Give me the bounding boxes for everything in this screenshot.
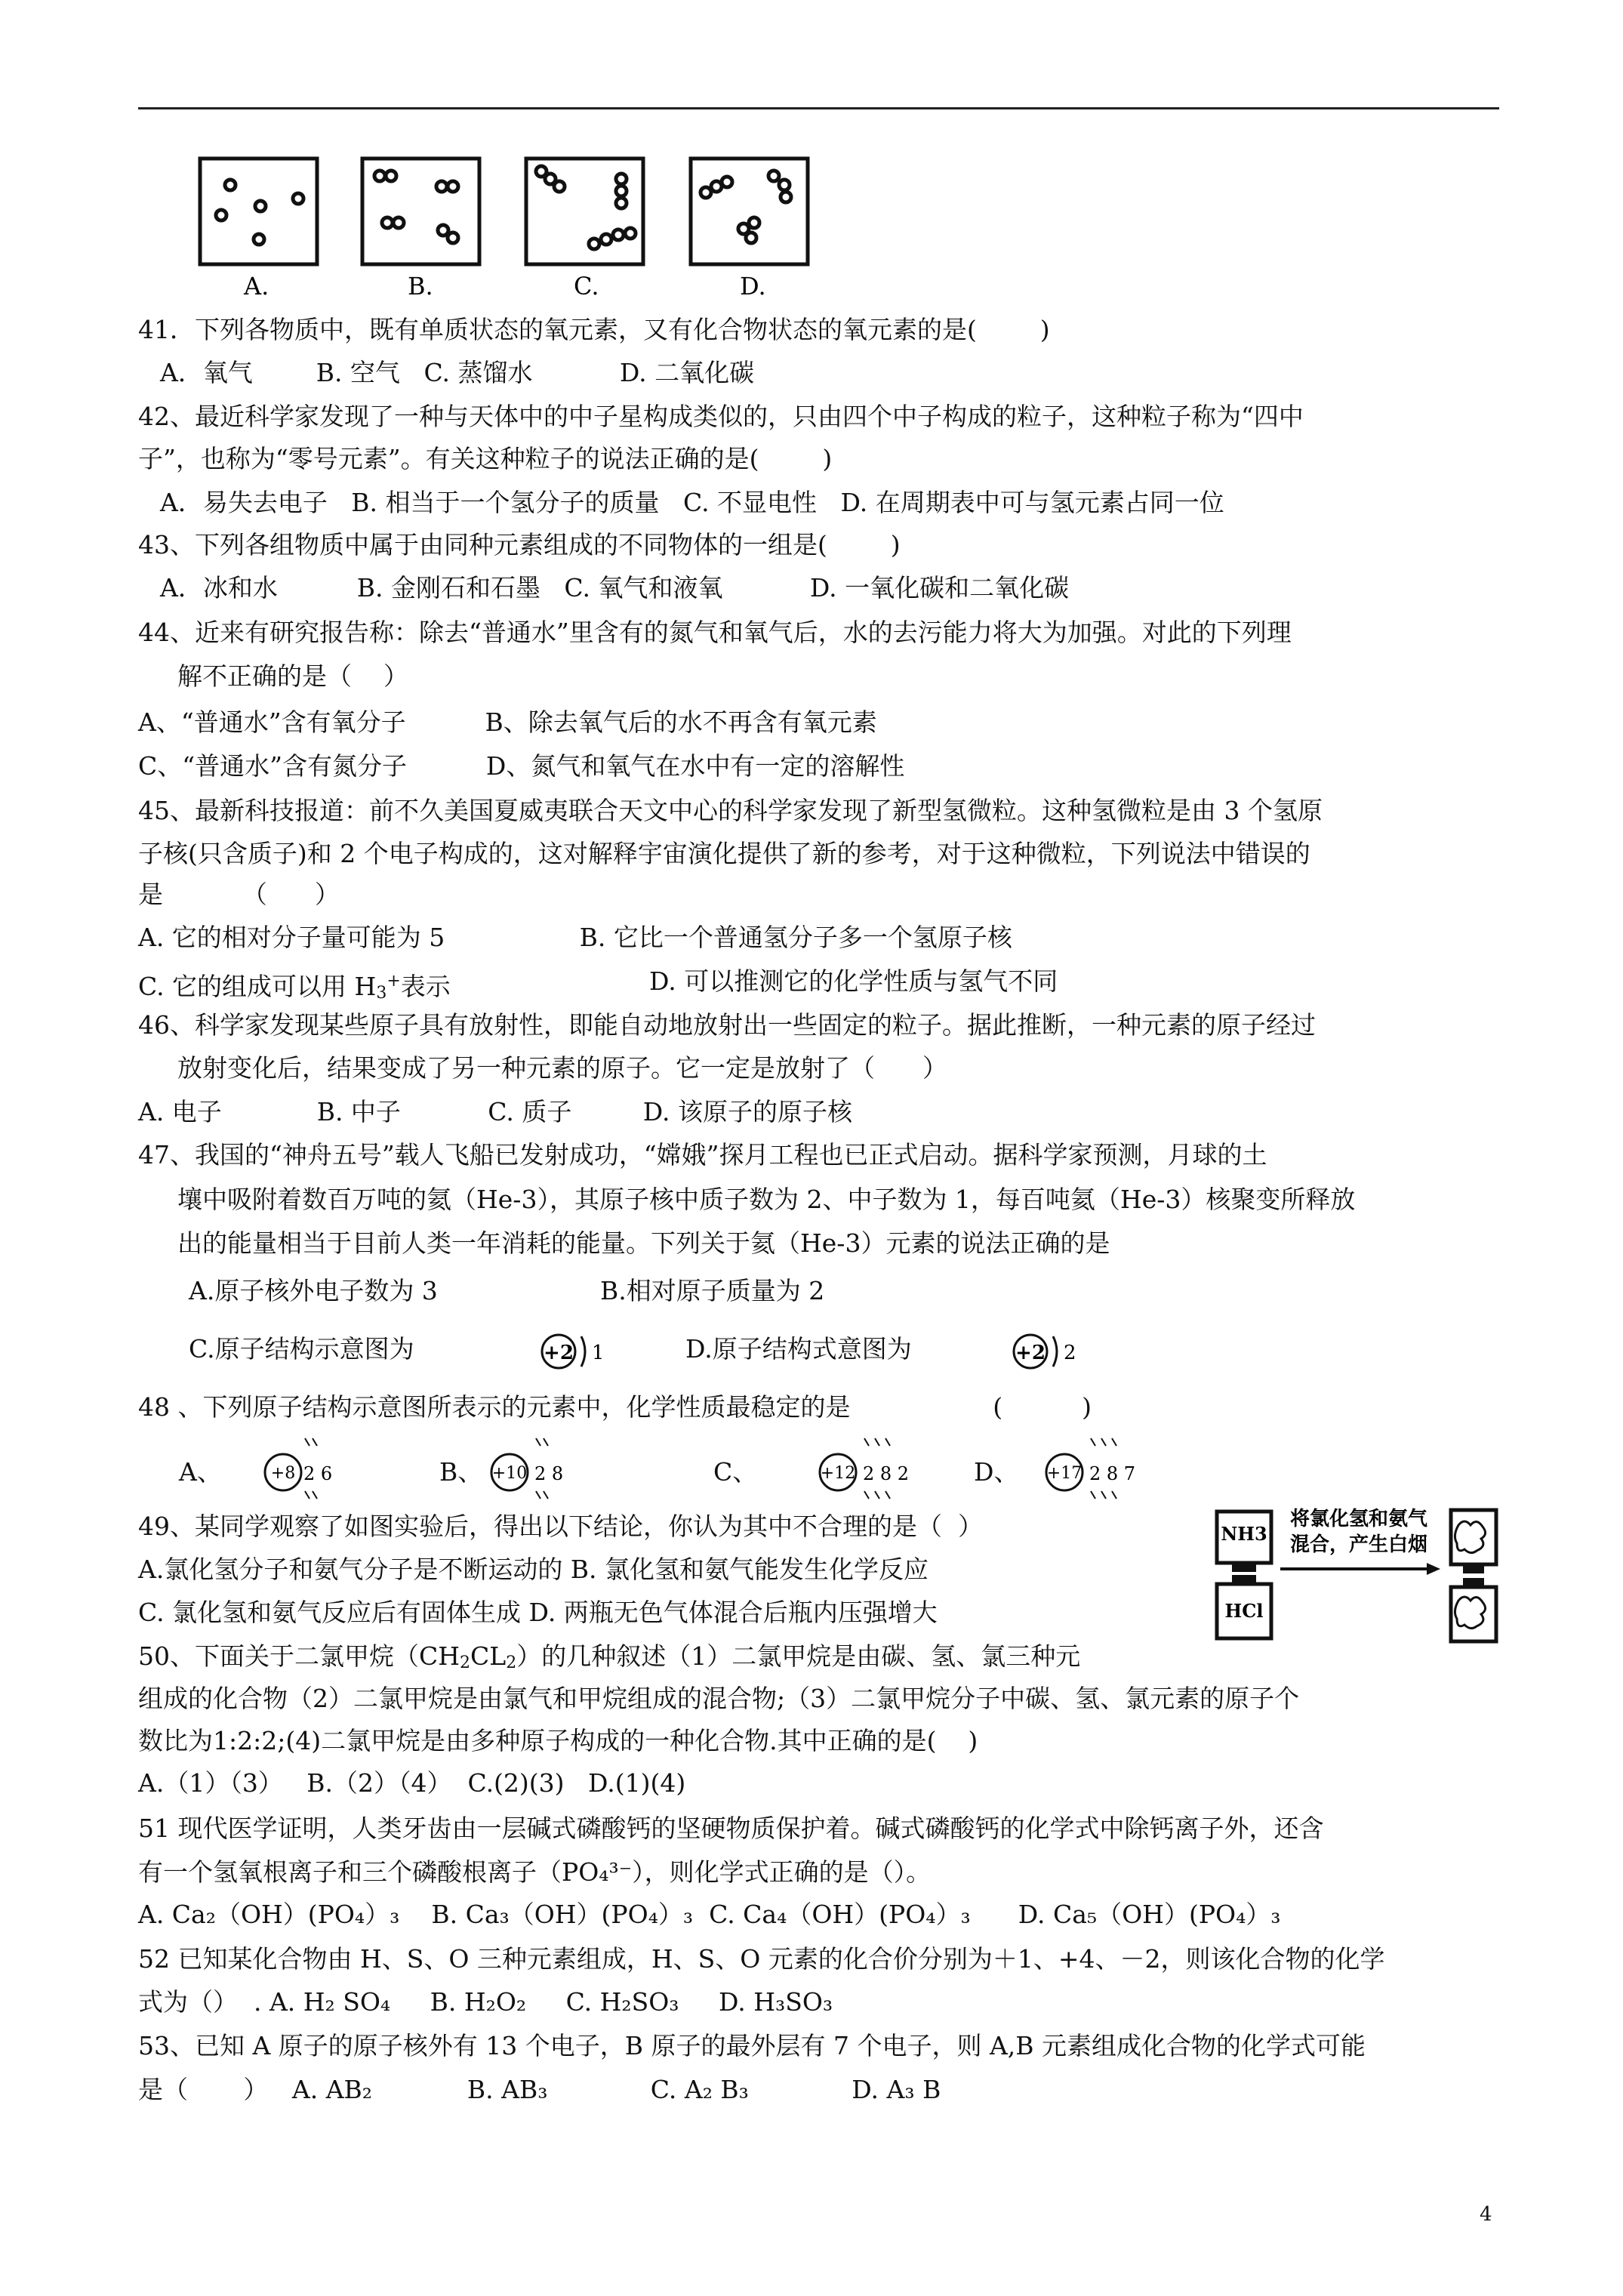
q48-label-c: C、 (713, 1457, 758, 1487)
q47-diagram-d-shell: 2 (1064, 1342, 1076, 1364)
q43-stem: 43、下列各组物质中属于由同种元素组成的不同物体的一组是( ) (138, 530, 901, 559)
q51-stem-2: 有一个氢氧根离子和三个磷酸根离子（PO₄³⁻），则化学式正确的是（）。 (138, 1857, 932, 1887)
q48-atom-a-nucleus: +8 (270, 1464, 296, 1483)
q45-option-c-sub: 3 (376, 984, 387, 1003)
q48-atom-c-nucleus: +12 (820, 1464, 856, 1483)
q45-option-c (138, 965, 451, 1010)
q52-stem-1: 52 已知某化合物由 H、S、O 三种元素组成，H、S、O 元素的化合价分别为＋1、+4、－2，则该化合物的化学 (138, 1944, 1385, 1974)
q47-stem-2: 壤中吸附着数百万吨的氦（He-3），其原子核中质子数为 2、中子数为 1，每百吨氦（He-3）核聚变所释放 (177, 1185, 1356, 1214)
q48-label-a: A、 (179, 1457, 222, 1487)
q53-stem-1: 53、已知 A 原子的原子核外有 13 个电子，B 原子的最外层有 7 个电子，则 A,B 元素组成化合物的化学式可能 (138, 2031, 1366, 2060)
bottle-nh3 (1217, 1512, 1271, 1572)
q48-atom-d (1038, 1431, 1159, 1506)
q47-option-b: B.相对原子质量为 2 (600, 1276, 825, 1305)
q48-atom-c-shells: 2 8 2 (863, 1463, 910, 1484)
q48-stem: 48 、下列原子结构示意图所表示的元素中，化学性质最稳定的是 ( ) (138, 1392, 1092, 1422)
q48-label-d: D、 (974, 1457, 1019, 1487)
q45-stem-1: 45、最新科技报道：前不久美国夏威夷联合天文中心的科学家发现了新型氢微粒。这种氢微粒是由 3 个氢原 (138, 796, 1323, 825)
q49-options-cd: C. 氯化氢和氨气反应后有固体生成 D. 两瓶无色气体混合后瓶内压强增大 (138, 1598, 938, 1627)
q47-option-d: D.原子结构式意图为 (685, 1334, 912, 1364)
q45-option-c-pre: C. 它的组成可以用 H (138, 972, 377, 1001)
page-number: 4 (1480, 2203, 1492, 2226)
q42-options: A．易失去电子 B. 相当于一个氢分子的质量 C. 不显电性 D. 在周期表中可与氢元素占同一位 (160, 488, 1224, 517)
q47-diagram-c-nucleus: +2 (544, 1342, 574, 1364)
q50-stem-1-mid: CL (470, 1641, 507, 1671)
q47-diagram-d-nucleus: +2 (1015, 1342, 1046, 1364)
q48-atom-c (812, 1431, 932, 1506)
q50-stem-2: 组成的化合物（2）二氯甲烷是由氯气和甲烷组成的混合物;（3）二氯甲烷分子中碳、氢、氯元素的原子个 (138, 1684, 1300, 1713)
q49-experiment-figure (1208, 1502, 1510, 1653)
q42-stem-1: 42、最近科学家发现了一种与天体中的中子星构成类似的，只由四个中子构成的粒子，这种粒子称为“四中 (138, 402, 1304, 431)
q47-diagram-d (1000, 1321, 1083, 1382)
q48-atom-d-shells: 2 8 7 (1089, 1463, 1136, 1484)
q50-stem-1 (138, 1640, 1080, 1680)
fig-label-b: B. (408, 272, 433, 300)
particle-figure (192, 155, 827, 306)
q45-stem-3: 是 （ ） (138, 880, 340, 909)
q44-stem-2: 解不正确的是（ ） (177, 661, 408, 691)
q47-option-a: A.原子核外电子数为 3 (189, 1276, 438, 1305)
q44-options-cd: C、“普通水”含有氮分子 D、氮气和氧气在水中有一定的溶解性 (138, 751, 905, 781)
bottle-nh3-label: NH3 (1221, 1523, 1267, 1545)
q49-stem: 49、某同学观察了如图实验后，得出以下结论，你认为其中不合理的是（ ） (138, 1512, 983, 1541)
q42-stem-2: 子”，也称为“零号元素”。有关这种粒子的说法正确的是( ) (138, 444, 833, 473)
q46-stem-2: 放射变化后，结果变成了另一种元素的原子。它一定是放射了（ ） (177, 1053, 947, 1083)
q45-option-c-post: 表示 (400, 972, 451, 1001)
box-a (200, 159, 317, 264)
box-b (362, 159, 479, 264)
q53-stem-2: 是（ ） A. AB₂ B. AB₃ C. A₂ B₃ D. A₃ B (138, 2075, 941, 2104)
q41-options: A．氧气 B. 空气 C. 蒸馏水 D. 二氧化碳 (160, 358, 755, 387)
q51-stem-1: 51 现代医学证明，人类牙齿由一层碱式磷酸钙的坚硬物质保护着。碱式磷酸钙的化学式中除钙离子外，还含 (138, 1814, 1324, 1843)
q44-options-ab: A、“普通水”含有氧分子 B、除去氧气后的水不再含有氧元素 (138, 707, 877, 737)
q45-option-c-sup: + (387, 972, 401, 991)
q52-stem-2: 式为（） . A. H₂ SO₄ B. H₂O₂ C. H₂SO₃ D. H₃SO₃ (138, 1987, 833, 2017)
q46-stem-1: 46、科学家发现某些原子具有放射性，即能自动地放射出一些固定的粒子。据此推断，一种元素的原子经过 (138, 1010, 1316, 1040)
q47-stem-3: 出的能量相当于目前人类一年消耗的能量。下列关于氦（He-3）元素的说法正确的是 (177, 1228, 1110, 1258)
q49-options-ab: A.氯化氢分子和氨气分子是不断运动的 B. 氯化氢和氨气能发生化学反应 (138, 1555, 929, 1584)
arrow-icon (1280, 1563, 1440, 1575)
box-c (526, 159, 643, 264)
q43-options: A．冰和水 B. 金刚石和石墨 C. 氧气和液氧 D. 一氧化碳和二氧化碳 (160, 573, 1070, 603)
bottle-hcl-label: HCl (1224, 1600, 1264, 1622)
fig-label-c: C. (574, 272, 599, 300)
header-rule (138, 107, 1499, 109)
q45-option-d: D. 可以推测它的化学性质与氢气不同 (649, 966, 1058, 996)
q45-stem-2: 子核(只含质子)和 2 个电子构成的，这对解释宇宙演化提供了新的参考，对于这种微粒，下列说法中错误的 (138, 839, 1310, 868)
box-d (691, 159, 808, 264)
q48-label-b: B、 (439, 1457, 483, 1487)
fig-caption-2: 混合，产生白烟 (1289, 1533, 1428, 1556)
q48-atom-b (483, 1431, 581, 1506)
bottles-smoke (1451, 1510, 1496, 1641)
q47-stem-1: 47、我国的“神舟五号”载人飞船已发射成功，“嫦娥”探月工程也已正式启动。据科学家预测，月球的土 (138, 1140, 1267, 1170)
q50-stem-1-sub1: 2 (460, 1653, 471, 1672)
q50-stem-3: 数比为1:2:2;(4)二氯甲烷是由多种原子构成的一种化合物.其中正确的是( ) (138, 1726, 978, 1755)
q44-stem-1: 44、近来有研究报告称：除去“普通水”里含有的氮气和氧气后，水的去污能力将大为加强。对此的下列理 (138, 618, 1292, 647)
q50-stem-1-post: ）的几种叙述（1）二氯甲烷是由碳、氢、氯三种元 (516, 1641, 1081, 1671)
q47-option-c: C.原子结构示意图为 (189, 1334, 414, 1364)
fig-label-d: D. (740, 272, 766, 300)
fig-caption-1: 将氯化氢和氨气 (1289, 1508, 1428, 1530)
q50-stem-1-pre: 50、下面关于二氯甲烷（CH (138, 1641, 460, 1671)
q48-atom-b-nucleus: +10 (491, 1464, 528, 1483)
q47-diagram-c (528, 1321, 611, 1382)
q48-atom-a-shells: 2 6 (303, 1463, 333, 1484)
q45-options-ab: A. 它的相对分子量可能为 5 B. 它比一个普通氢分子多一个氢原子核 (138, 923, 1012, 952)
fig-label-a: A. (244, 272, 269, 300)
q50-options: A.（1）（3） B.（2）（4） C.(2)(3) D.(1)(4) (138, 1768, 686, 1798)
q48-atom-d-nucleus: +17 (1046, 1464, 1083, 1483)
q51-options: A. Ca₂（OH）(PO₄）₃ B. Ca₃（OH）(PO₄）₃ C. Ca₄（OH）(PO₄）₃ D. Ca₅（OH）(PO₄）₃ (138, 1900, 1281, 1929)
bottle-hcl (1217, 1575, 1271, 1638)
q48-atom-b-shells: 2 8 (534, 1463, 564, 1484)
q41-stem: 41．下列各物质中，既有单质状态的氧元素，又有化合物状态的氧元素的是( ) (138, 315, 1050, 344)
q46-options: A. 电子 B. 中子 C. 质子 D. 该原子的原子核 (138, 1097, 853, 1126)
q47-diagram-c-shell: 1 (592, 1342, 605, 1364)
q50-stem-1-sub2: 2 (506, 1653, 517, 1672)
q48-atom-a (257, 1431, 355, 1506)
